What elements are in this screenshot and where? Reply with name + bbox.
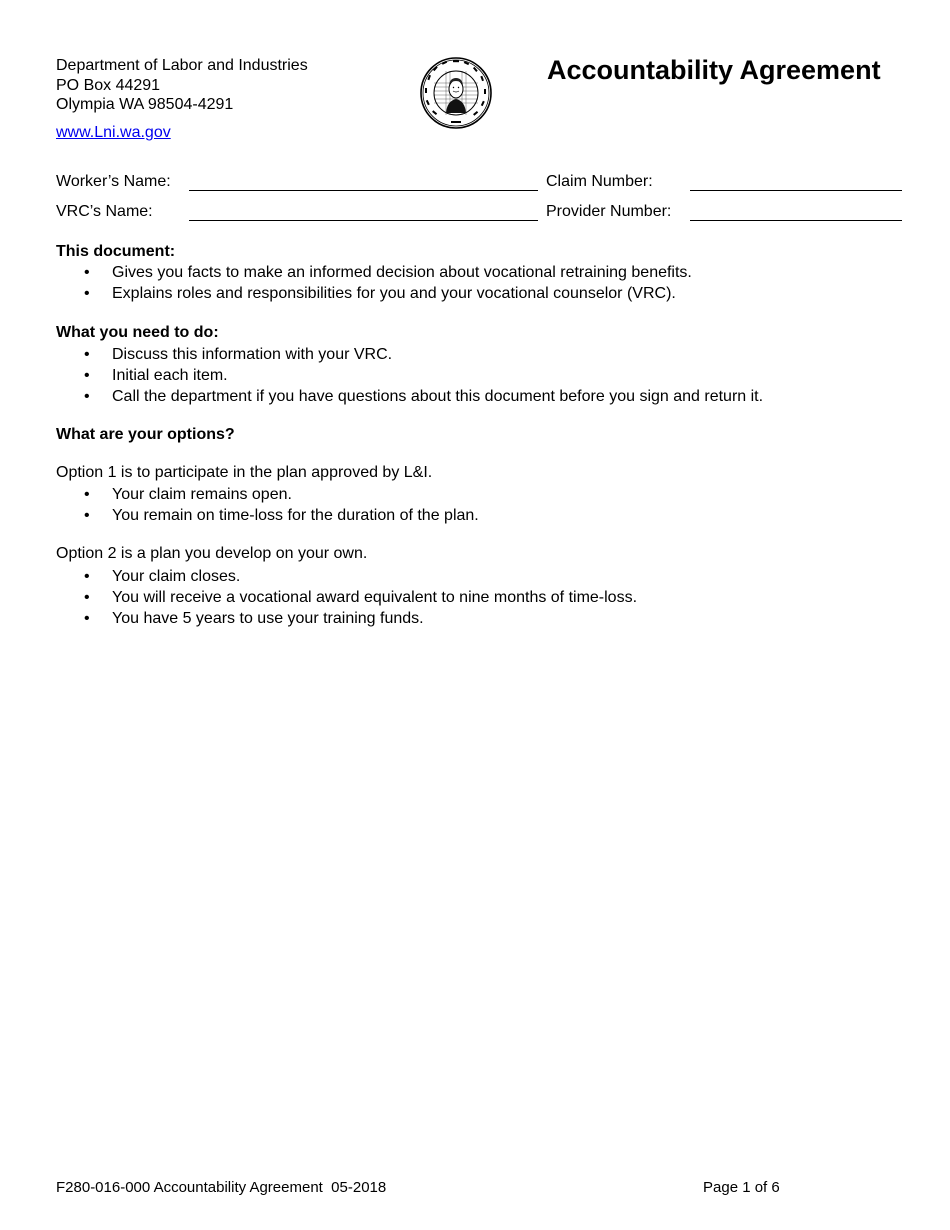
worker-name-label: Worker’s Name:	[56, 173, 171, 190]
bullet-icon: •	[84, 610, 90, 627]
list-item: • Your claim closes.	[84, 568, 241, 585]
option-2-text: Option 2 is a plan you develop on your own.	[56, 545, 368, 562]
worker-name-field[interactable]	[189, 190, 538, 191]
claim-number-label: Claim Number:	[546, 173, 653, 190]
claim-number-field[interactable]	[690, 190, 902, 191]
list-item: • Call the department if you have questions about this document before you sign and return it.	[84, 388, 764, 405]
state-seal-logo	[420, 57, 492, 129]
what-to-do-list	[56, 344, 763, 407]
list-item: • You will receive a vocational award equivalent to nine months of time-loss.	[84, 589, 638, 606]
website-link[interactable]: www.Lni.wa.gov	[56, 124, 171, 141]
document-title: Accountability Agreement	[547, 55, 881, 85]
list-item: • You have 5 years to use your training funds.	[84, 610, 424, 627]
provider-number-field[interactable]	[690, 220, 902, 221]
list-item: • Initial each item.	[84, 367, 228, 384]
provider-number-label: Provider Number:	[546, 203, 672, 220]
bullet-icon: •	[84, 388, 90, 405]
bullet-icon: •	[84, 367, 90, 384]
form-id-footer: F280-016-000 Accountability Agreement 05-2018	[56, 1179, 387, 1196]
address-line-city: Olympia WA 98504-4291	[56, 96, 234, 113]
bullet-icon: •	[84, 507, 90, 524]
option-1-text: Option 1 is to participate in the plan approved by L&I.	[56, 464, 433, 481]
list-item: • Gives you facts to make an informed decision about vocational retraining benefits.	[84, 264, 692, 281]
bullet-icon: •	[84, 568, 90, 585]
options-heading: What are your options?	[56, 426, 235, 443]
list-item: • Your claim remains open.	[84, 486, 292, 503]
list-item: • Discuss this information with your VRC.	[84, 346, 393, 363]
option-1-list	[56, 484, 479, 526]
vrc-name-label: VRC’s Name:	[56, 203, 153, 220]
list-item: • You remain on time-loss for the duration of the plan.	[84, 507, 479, 524]
option-2-list	[56, 566, 637, 629]
bullet-icon: •	[84, 285, 90, 302]
agency-address	[56, 56, 308, 115]
list-item: • Explains roles and responsibilities for you and your vocational counselor (VRC).	[84, 285, 676, 302]
bullet-icon: •	[84, 486, 90, 503]
vrc-name-field[interactable]	[189, 220, 538, 221]
page-number: Page 1 of 6	[703, 1179, 780, 1196]
this-document-heading: This document:	[56, 243, 176, 260]
address-line-po-box: PO Box 44291	[56, 76, 161, 94]
bullet-icon: •	[84, 589, 90, 606]
bullet-icon: •	[84, 264, 90, 281]
bullet-icon: •	[84, 346, 90, 363]
what-to-do-heading: What you need to do:	[56, 324, 219, 341]
address-line-department: Department of Labor and Industries	[56, 57, 308, 74]
this-document-list	[56, 262, 692, 304]
